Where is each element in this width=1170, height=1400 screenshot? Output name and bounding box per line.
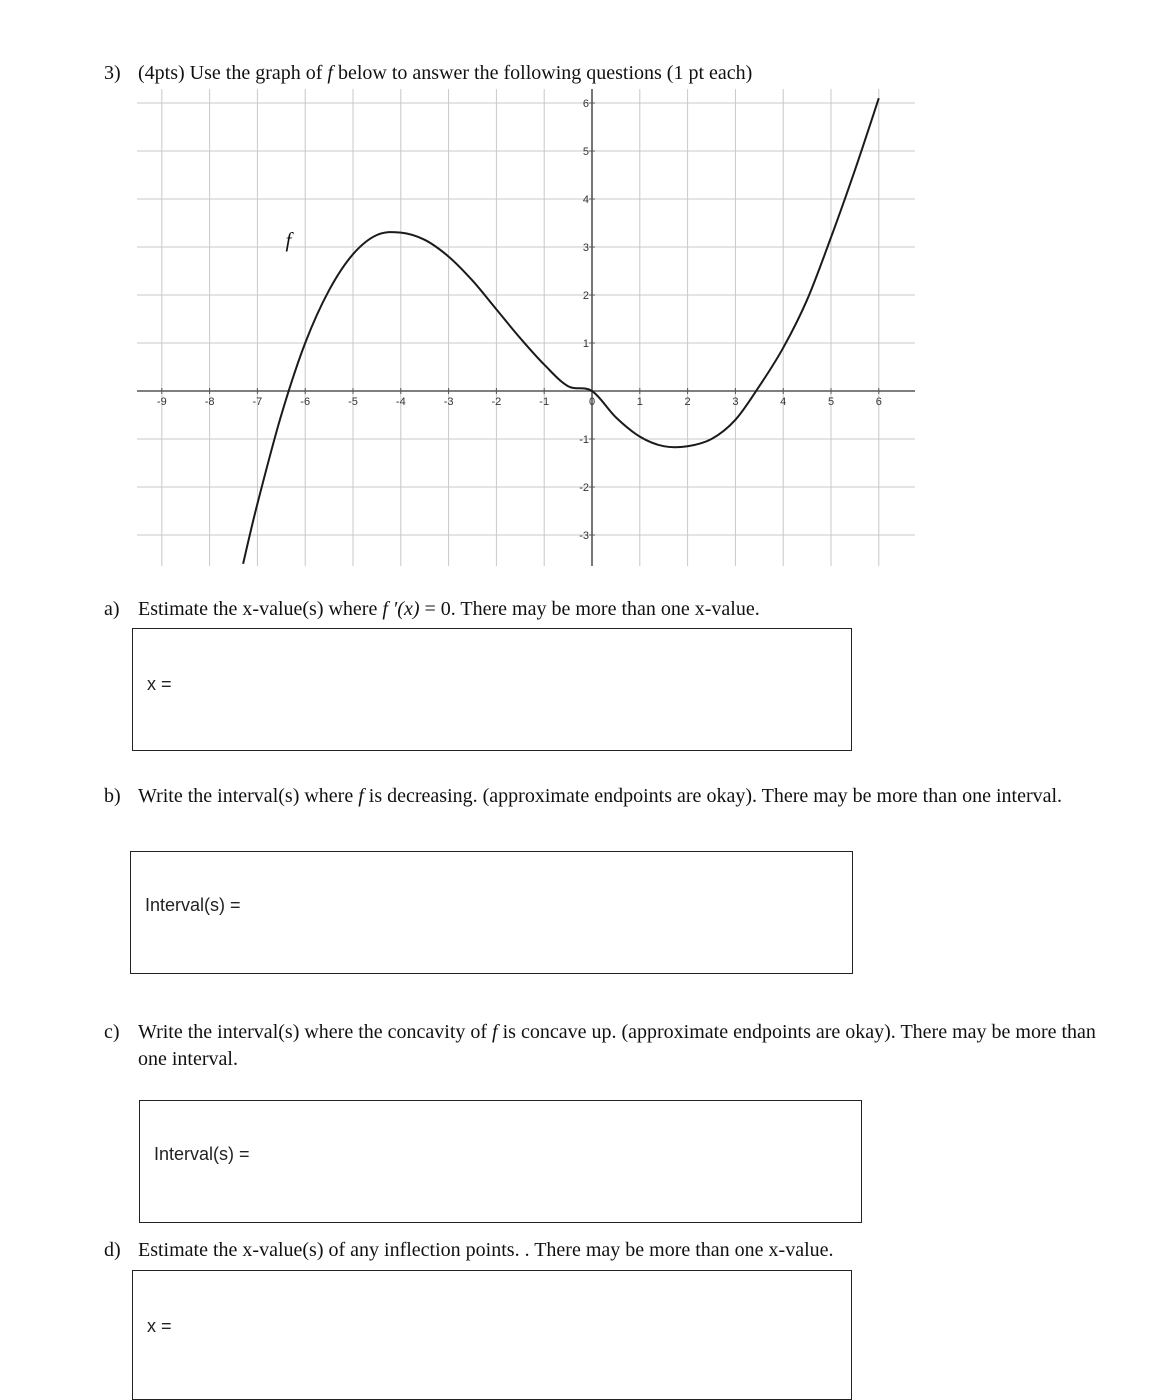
- x-tick-label: -7: [252, 396, 263, 408]
- curve-label-f: f: [285, 228, 292, 252]
- part-letter: c): [104, 1021, 120, 1043]
- prompt-text: is concave up. (approximate endpoints are okay). There may be more than one interval.: [138, 1021, 1096, 1070]
- y-tick-label: 6: [582, 98, 589, 110]
- x-tick-label: -3: [443, 396, 454, 408]
- part-letter: a): [104, 598, 120, 620]
- y-tick-label: 1: [582, 338, 589, 350]
- y-tick-label: 3: [582, 242, 589, 254]
- answer-box-c[interactable]: [139, 1100, 862, 1223]
- x-tick-label: 5: [827, 396, 835, 408]
- answer-label: x =: [147, 674, 172, 694]
- x-tick-label: 1: [636, 396, 643, 408]
- prompt-text: Write the interval(s) where the concavity of: [138, 1021, 493, 1043]
- question-func: f: [327, 62, 333, 84]
- part-letter: b): [104, 785, 121, 807]
- x-tick-label: -1: [539, 396, 550, 408]
- x-tick-label: -9: [156, 396, 167, 408]
- answer-label: Interval(s) =: [145, 895, 241, 915]
- x-tick-label: 2: [684, 396, 691, 408]
- prompt-text: Write the interval(s) where: [138, 785, 359, 807]
- answer-box-d[interactable]: [132, 1270, 852, 1400]
- part-prompt: [138, 596, 1104, 623]
- part-prompt: [138, 1019, 1114, 1073]
- x-tick-label: 0: [588, 396, 596, 408]
- prompt-text: Estimate the x-value(s) of any inflection points. . There may be more than one x-value.: [138, 1239, 834, 1261]
- part-prompt: [138, 783, 1114, 810]
- x-tick-label: -8: [204, 396, 215, 408]
- math-expression: f: [358, 785, 364, 807]
- x-tick-label: -6: [300, 396, 311, 408]
- function-graph: [0, 0, 1170, 580]
- part-b: [104, 783, 1114, 810]
- x-tick-label: -2: [491, 396, 502, 408]
- part-prompt: [138, 1237, 1114, 1264]
- answer-box-b[interactable]: [130, 851, 853, 974]
- math-expression: f: [492, 1021, 498, 1043]
- y-tick-label: 2: [582, 290, 589, 302]
- part-d: [104, 1237, 1114, 1264]
- x-tick-label: 3: [732, 396, 739, 408]
- question-text-before: (4pts) Use the graph of: [138, 62, 328, 84]
- prompt-text: Estimate the x-value(s) where: [138, 598, 383, 620]
- answer-label: Interval(s) =: [154, 1144, 250, 1164]
- y-tick-label: -3: [579, 530, 589, 542]
- prompt-text: = 0. There may be more than one x-value.: [419, 598, 760, 620]
- part-c: [104, 1019, 1114, 1073]
- y-tick-label: -1: [579, 434, 589, 446]
- question-number: 3): [104, 62, 121, 84]
- part-a: [104, 596, 1104, 623]
- x-tick-label: -5: [348, 396, 358, 408]
- question-text-after: below to answer the following questions (1 pt each): [332, 62, 753, 84]
- prompt-text: is decreasing. (approximate endpoints are okay). There may be more than one interval.: [363, 785, 1063, 807]
- part-letter: d): [104, 1239, 121, 1261]
- y-tick-label: -2: [579, 482, 589, 494]
- answer-box-a[interactable]: [132, 628, 852, 751]
- answer-label: x =: [147, 1316, 172, 1336]
- x-tick-label: 6: [875, 396, 882, 408]
- x-tick-label: 4: [780, 396, 787, 408]
- y-tick-label: 5: [582, 146, 589, 158]
- math-expression: f ′(x): [382, 598, 420, 620]
- y-tick-label: 4: [582, 194, 589, 206]
- x-tick-label: -4: [395, 396, 406, 408]
